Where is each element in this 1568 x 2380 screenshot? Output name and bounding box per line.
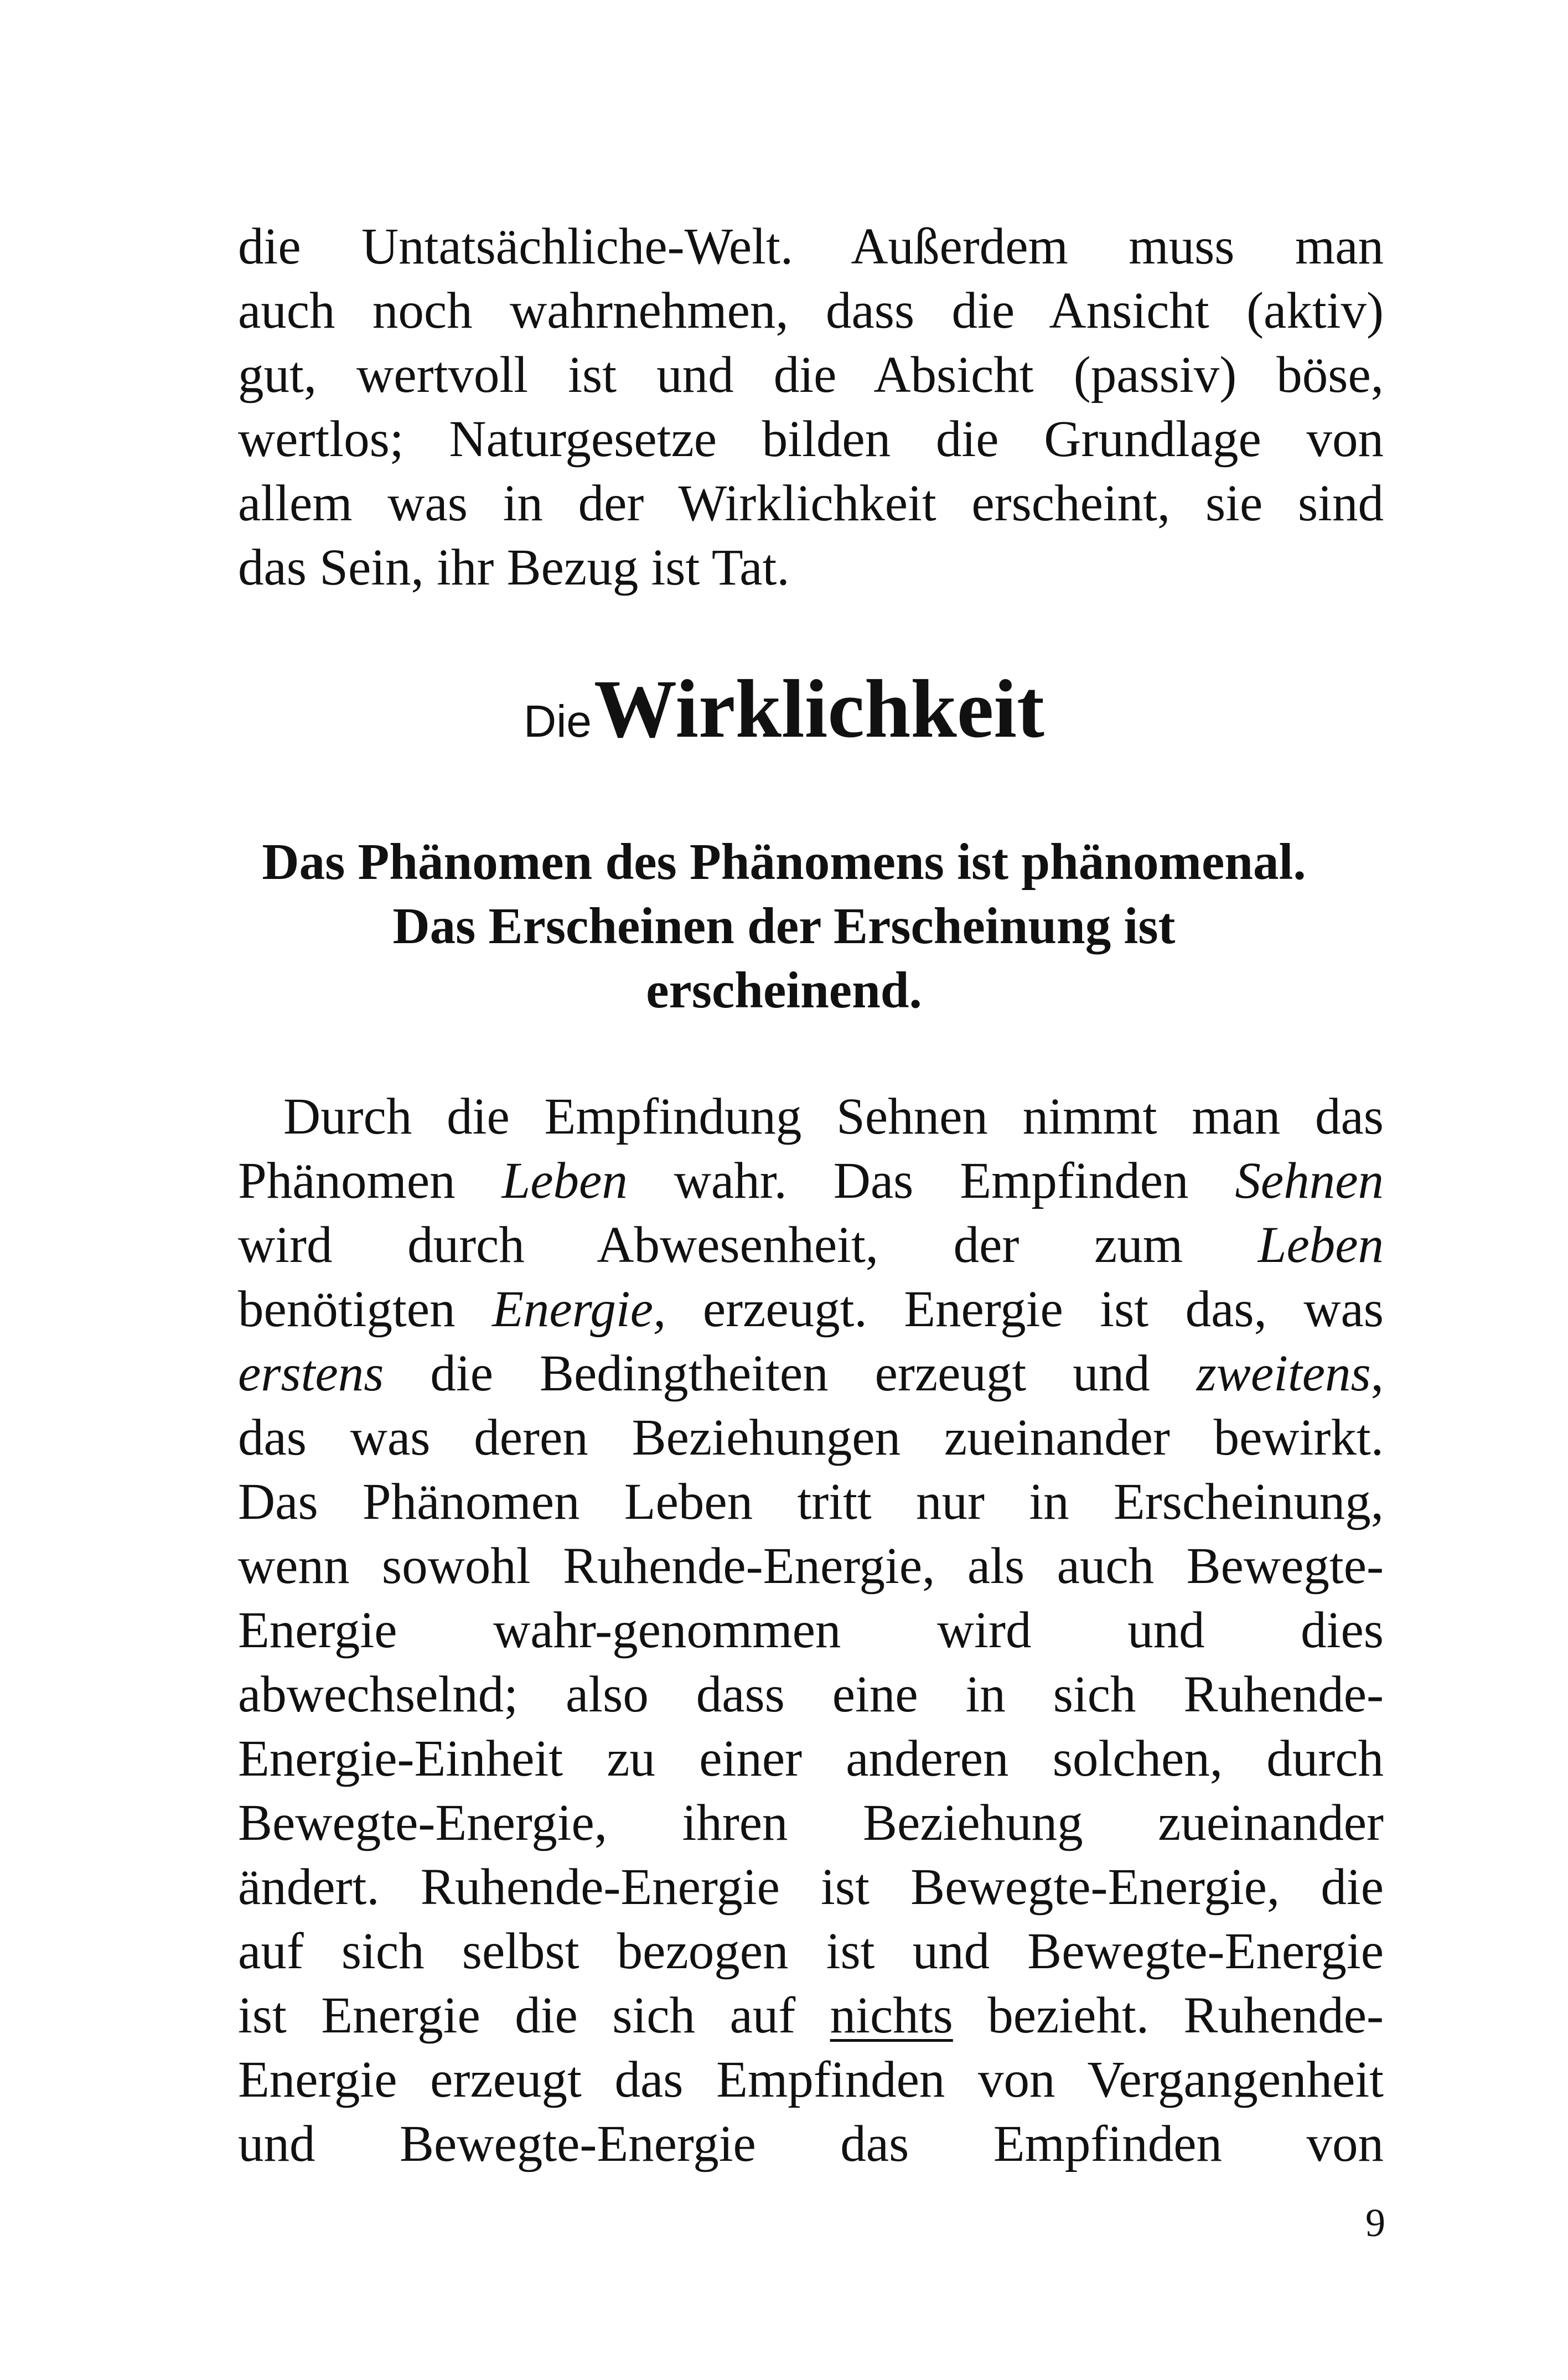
text-line: Durch die Empfindung Sehnen nimmt man das [283, 1088, 1384, 1145]
text-line: ändert. Ruhende-Energie ist Bewegte-Energie, die [238, 1859, 1384, 1916]
italic-word: Leben [501, 1152, 628, 1209]
text-line: abwechselnd; also dass eine in sich Ruhende- [238, 1666, 1384, 1723]
subheading-line: Das Phänomen des Phänomens ist phänomenal. [262, 834, 1306, 891]
text-segment: bezieht. Ruhende- [953, 1987, 1384, 2044]
text-line: wertlos; Naturgesetze bilden die Grundlage von [238, 411, 1384, 468]
italic-word: Energie, [492, 1281, 666, 1338]
text-segment: ist Energie die sich auf [238, 1987, 830, 2044]
text-segment: wahr. Das Empfinden [627, 1152, 1235, 1209]
text-line [238, 1277, 1384, 1342]
text-line [238, 1213, 1384, 1277]
italic-word: zweitens [1196, 1345, 1371, 1402]
subheading-line: Das Erscheinen der Erscheinung ist [392, 898, 1176, 955]
underlined-word: nichts [830, 1987, 953, 2044]
section-subheading [0, 830, 1568, 1023]
subheading-line: erscheinend. [646, 962, 922, 1019]
heading-prefix: Die [524, 696, 592, 747]
text-segment: Phänomen [238, 1152, 502, 1209]
text-line [238, 1342, 1384, 1406]
text-line: allem was in der Wirklichkeit erscheint, sie sind [238, 475, 1384, 532]
paragraph-intro [238, 215, 1384, 600]
text-line: und Bewegte-Energie das Empfinden von [238, 2115, 1384, 2172]
text-line: Energie erzeugt das Empfinden von Vergangenheit [238, 2051, 1384, 2108]
text-line: auf sich selbst bezogen ist und Bewegte-Energie [238, 1923, 1384, 1980]
text-segment: , [1370, 1345, 1384, 1402]
paragraph-main [238, 1085, 1384, 2176]
text-line: Das Phänomen Leben tritt nur in Erscheinung, [238, 1473, 1384, 1530]
text-segment: wird durch Abwesenheit, der zum [238, 1217, 1258, 1274]
text-line: gut, wertvoll ist und die Absicht (passiv) böse, [238, 346, 1384, 403]
text-segment: benötigten [238, 1281, 493, 1338]
text-line: auch noch wahrnehmen, dass die Ansicht (aktiv) [238, 282, 1384, 339]
italic-word: Leben [1257, 1217, 1384, 1274]
text-segment: erzeugt. Energie ist das, was [666, 1281, 1384, 1338]
text-line: Energie-Einheit zu einer anderen solchen, durch [238, 1730, 1384, 1787]
page-number: 9 [1365, 2201, 1385, 2245]
text-line [238, 1149, 1384, 1213]
text-line [238, 1984, 1384, 2048]
text-line: das Sein, ihr Bezug ist Tat. [238, 539, 790, 596]
italic-word: erstens [238, 1345, 384, 1402]
text-line: das was deren Beziehungen zueinander bewirkt. [238, 1409, 1384, 1466]
italic-word: Sehnen [1235, 1152, 1384, 1209]
text-line: die Untatsächliche-Welt. Außerdem muss man [238, 218, 1384, 275]
section-heading [0, 661, 1568, 757]
text-line: Bewegte-Energie, ihren Beziehung zueinander [238, 1794, 1384, 1851]
heading-title: Wirklichkeit [594, 663, 1044, 755]
text-line: wenn sowohl Ruhende-Energie, als auch Bewegte- [238, 1538, 1384, 1595]
text-line: Energie wahr-genommen wird und dies [238, 1602, 1384, 1659]
text-segment: die Bedingtheiten erzeugt und [384, 1345, 1197, 1402]
